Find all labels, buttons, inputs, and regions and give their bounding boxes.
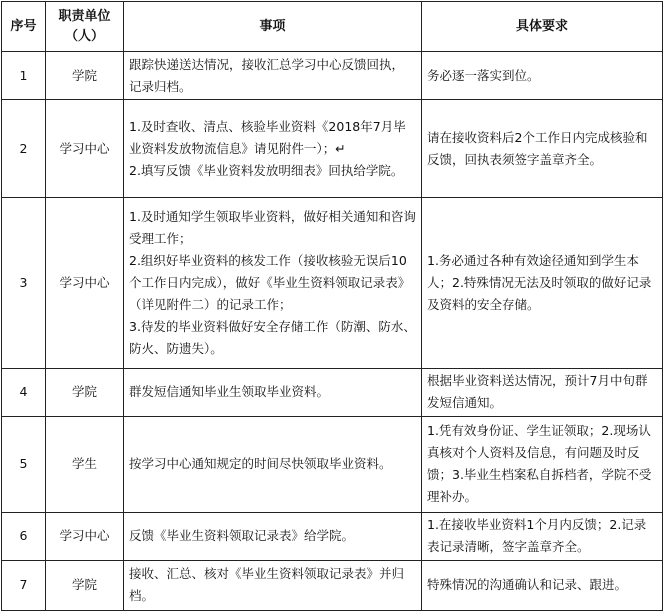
row-seq: 1 — [2, 52, 46, 100]
row-requirement: 特殊情况的沟通确认和记录、跟进。 — [422, 560, 663, 610]
row-item: 反馈《毕业生资料领取记录表》给学院。 — [124, 512, 422, 560]
row-seq: 2 — [2, 100, 46, 198]
table-row — [2, 512, 663, 560]
table-header-row — [2, 2, 663, 52]
row-item: 1.及时查收、清点、核验毕业资料《2018年7月毕业资料发放物流信息》请见附件一）；↵ 2.填写反馈《毕业资料发放明细表》回执给学院。 — [124, 100, 422, 198]
row-item: 跟踪快递送达情况，接收汇总学习中心反馈回执，记录归档。 — [124, 52, 422, 100]
row-requirement: 根据毕业资料送达情况，预计7月中旬群发短信通知。 — [422, 368, 663, 416]
responsibility-table — [1, 1, 663, 611]
row-item: 按学习中心通知规定的时间尽快领取毕业资料。 — [124, 416, 422, 512]
row-unit: 学习中心 — [46, 512, 124, 560]
header-requirement: 具体要求 — [422, 2, 663, 52]
row-item: 1.及时通知学生领取毕业资料，做好相关通知和咨询受理工作； 2.组织好毕业资料的核发工作（接收核验无误后10个工作日内完成），做好《毕业生资料领取记录表》（详见附件二）的记录工作； 3.待发的毕业资料做好安全存储工作（防潮、防水、防火、防遗失）。 — [124, 198, 422, 368]
row-item: 群发短信通知毕业生领取毕业资料。 — [124, 368, 422, 416]
row-requirement: 1.凭有效身份证、学生证领取；2.现场认真核对个人资料及信息，有问题及时反馈；3.毕业生档案私自拆档者，学院不受理补办。 — [422, 416, 663, 512]
table-row — [2, 560, 663, 610]
row-unit: 学院 — [46, 52, 124, 100]
row-requirement: 1.务必通过各种有效途径通知到学生本人；2.特殊情况无法及时领取的做好记录及资料的安全存储。 — [422, 198, 663, 368]
row-seq: 6 — [2, 512, 46, 560]
row-seq: 3 — [2, 198, 46, 368]
row-unit: 学院 — [46, 560, 124, 610]
row-seq: 5 — [2, 416, 46, 512]
row-unit: 学习中心 — [46, 100, 124, 198]
row-unit: 学生 — [46, 416, 124, 512]
table-row — [2, 368, 663, 416]
table-row — [2, 198, 663, 368]
header-item: 事项 — [124, 2, 422, 52]
row-requirement: 1.在接收毕业资料1个月内反馈；2.记录表记录清晰，签字盖章齐全。 — [422, 512, 663, 560]
row-seq: 7 — [2, 560, 46, 610]
row-item: 接收、汇总、核对《毕业生资料领取记录表》并归档。 — [124, 560, 422, 610]
row-seq: 4 — [2, 368, 46, 416]
header-seq: 序号 — [2, 2, 46, 52]
row-unit: 学习中心 — [46, 198, 124, 368]
table-row — [2, 52, 663, 100]
table-row — [2, 100, 663, 198]
header-unit: 职责单位（人） — [46, 2, 124, 52]
row-unit: 学院 — [46, 368, 124, 416]
row-requirement: 请在接收资料后2个工作日内完成核验和反馈，回执表须签字盖章齐全。 — [422, 100, 663, 198]
row-requirement: 务必逐一落实到位。 — [422, 52, 663, 100]
table-row — [2, 416, 663, 512]
